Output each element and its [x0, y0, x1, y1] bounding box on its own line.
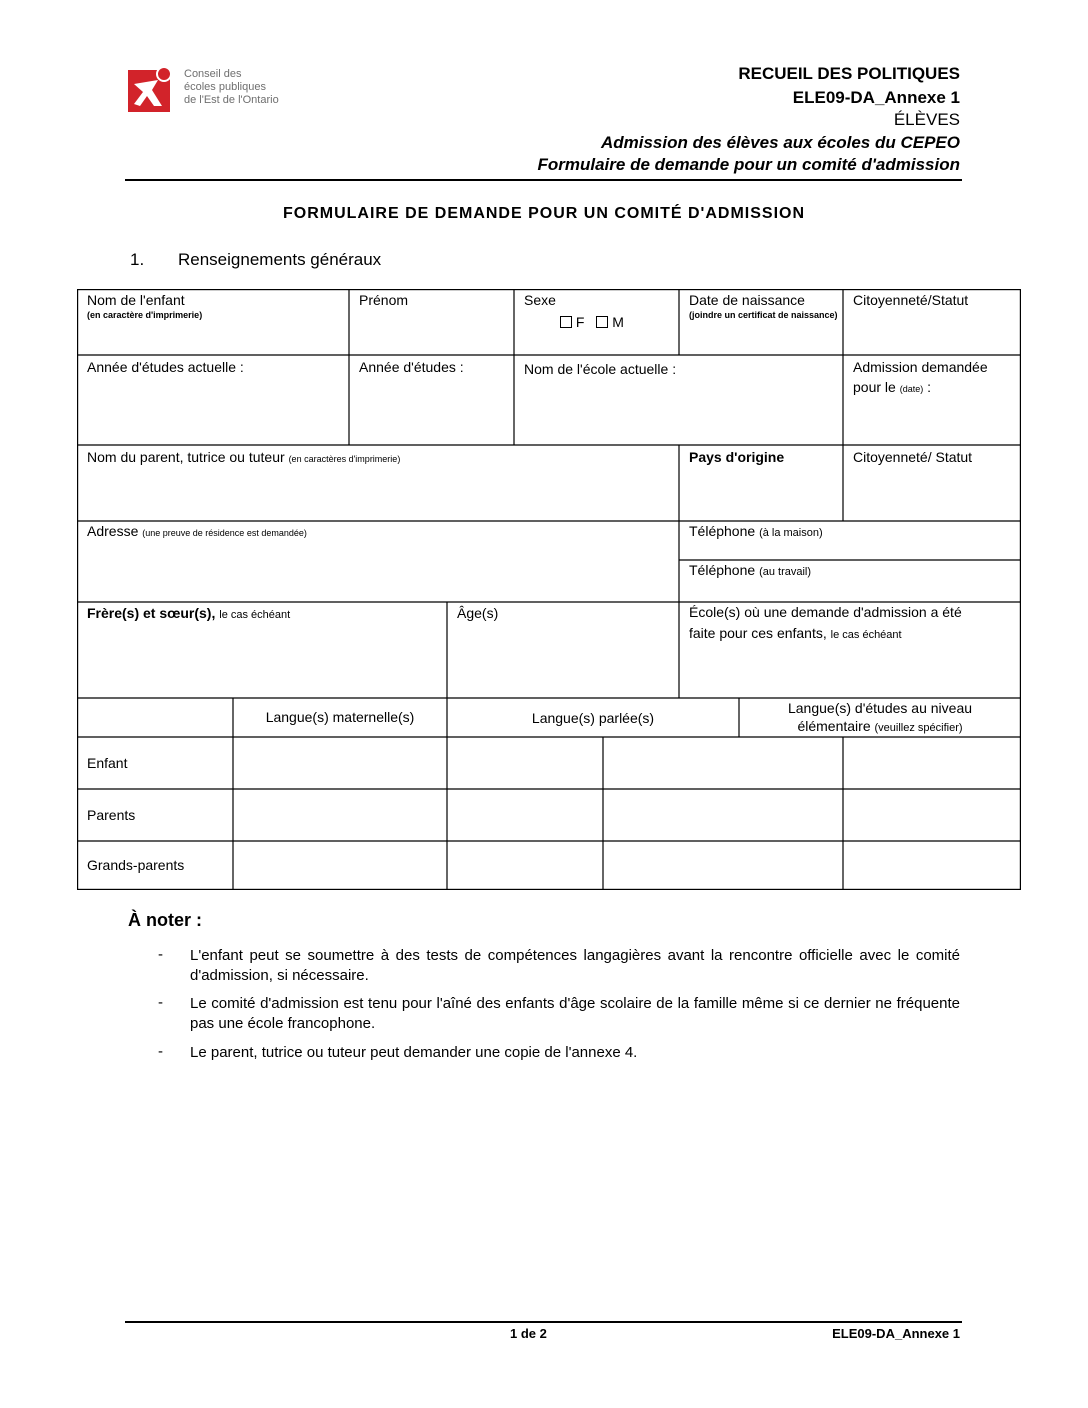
birth-date-note: (joindre un certificat de naissance) — [689, 310, 838, 320]
footer-rule — [125, 1321, 962, 1323]
birth-date-field[interactable] — [689, 291, 839, 321]
work-phone-label: Téléphone — [689, 562, 756, 578]
header-collection-title: RECUEIL DES POLITIQUES — [738, 64, 960, 83]
siblings-schools-note: le cas échéant — [830, 629, 902, 641]
header-rule — [125, 179, 962, 181]
siblings-schools-label: École(s) où une demande d'admission a été — [689, 604, 962, 620]
admission-date-field[interactable] — [853, 358, 988, 399]
sex-field — [524, 291, 674, 332]
siblings-schools-field[interactable] — [689, 602, 1017, 646]
home-phone-field[interactable] — [689, 522, 823, 543]
grade-field[interactable]: Année d'études : — [359, 359, 464, 375]
note-item-3: Le parent, tutrice ou tuteur peut demander une copie de l'annexe 4. — [190, 1044, 638, 1061]
parent-name-field[interactable] — [87, 448, 400, 469]
country-origin-field[interactable]: Pays d'origine — [689, 449, 785, 465]
notes-title: À noter : — [128, 910, 202, 930]
siblings-age-field[interactable]: Âge(s) — [457, 605, 499, 621]
child-name-note: (en caractère d'imprimerie) — [87, 310, 203, 320]
study-language-header-2: élémentaire — [797, 718, 871, 734]
admission-date-for: pour le — [853, 379, 896, 395]
birth-date-label: Date de naissance — [689, 292, 805, 308]
section-title: Renseignements généraux — [178, 250, 382, 269]
header-form-title: Formulaire de demande pour un comité d'admission — [537, 155, 960, 174]
sex-options — [524, 313, 674, 332]
address-field[interactable] — [87, 522, 307, 543]
parent-citizenship-field[interactable]: Citoyenneté/ Statut — [853, 449, 973, 465]
row-label-parents: Parents — [87, 807, 136, 823]
footer-policy-ref: ELE09-DA_Annexe 1 — [832, 1326, 960, 1341]
study-language-note: (veuillez spécifier) — [874, 722, 963, 734]
cepeo-logo-text: Conseil des écoles publiques de l'Est de l'Ontario — [184, 68, 279, 106]
page-number: 1 de 2 — [510, 1326, 547, 1341]
work-phone-note: (au travail) — [759, 566, 812, 578]
note-item-2: Le comité d'admission est tenu pour l'aîné des enfants d'âge scolaire de la famille même si ce dernier ne fréquente pas une école francophone. — [190, 995, 960, 1032]
sex-f-checkbox[interactable] — [560, 316, 572, 328]
header-policy-ref: ELE09-DA_Annexe 1 — [792, 88, 960, 107]
header-category: ÉLÈVES — [893, 110, 960, 129]
home-phone-note: (à la maison) — [759, 527, 823, 539]
current-school-field[interactable]: Nom de l'école actuelle : — [524, 361, 677, 377]
child-name-label: Nom de l'enfant — [87, 292, 185, 308]
row-label-child: Enfant — [87, 755, 128, 771]
study-language-header — [739, 699, 1021, 737]
sex-m-label: M — [612, 314, 624, 330]
first-name-field[interactable]: Prénom — [359, 292, 409, 308]
siblings-note: le cas échéant — [219, 609, 291, 621]
note-bullet: - — [158, 946, 163, 963]
row-label-grandparents: Grands-parents — [87, 857, 185, 873]
address-label: Adresse — [87, 523, 139, 539]
header-policy-title: Admission des élèves aux écoles du CEPEO — [600, 133, 960, 152]
section-number: 1. — [130, 250, 145, 269]
mother-tongue-header: Langue(s) maternelle(s) — [265, 709, 415, 725]
general-info-table — [77, 289, 1021, 890]
cepeo-logo-icon — [128, 66, 174, 112]
parent-name-note: (en caractères d'imprimerie) — [288, 454, 401, 464]
current-grade-field[interactable]: Année d'études actuelle : — [87, 359, 244, 375]
siblings-field[interactable] — [87, 604, 290, 625]
home-phone-label: Téléphone — [689, 523, 756, 539]
study-language-header-1: Langue(s) d'études au niveau — [787, 700, 973, 716]
cepeo-logo — [128, 66, 308, 116]
note-bullet: - — [158, 1043, 163, 1060]
work-phone-field[interactable] — [689, 561, 811, 582]
spoken-language-header: Langue(s) parlée(s) — [531, 710, 655, 726]
siblings-schools-label-2: faite pour ces enfants, — [689, 625, 827, 641]
parent-name-label: Nom du parent, tutrice ou tuteur — [87, 449, 285, 465]
siblings-label: Frère(s) et sœur(s), — [87, 605, 216, 621]
note-bullet: - — [158, 994, 163, 1011]
form-title: FORMULAIRE DE DEMANDE POUR UN COMITÉ D'ADMISSION — [282, 205, 806, 222]
admission-date-note: (date) — [899, 384, 924, 394]
note-item-1: L'enfant peut se soumettre à des tests de compétences langagières avant la rencontre officielle avec le comité d'admission, si nécessaire. — [190, 947, 960, 984]
sex-f-label: F — [575, 314, 585, 330]
citizenship-status-field[interactable]: Citoyenneté/Statut — [853, 292, 969, 308]
admission-date-label: Admission demandée — [853, 359, 988, 375]
sex-label: Sexe — [524, 292, 556, 308]
address-note: (une preuve de résidence est demandée) — [142, 528, 307, 538]
sex-m-checkbox[interactable] — [596, 316, 608, 328]
child-name-field[interactable] — [87, 291, 202, 321]
admission-date-colon: : — [927, 379, 931, 395]
